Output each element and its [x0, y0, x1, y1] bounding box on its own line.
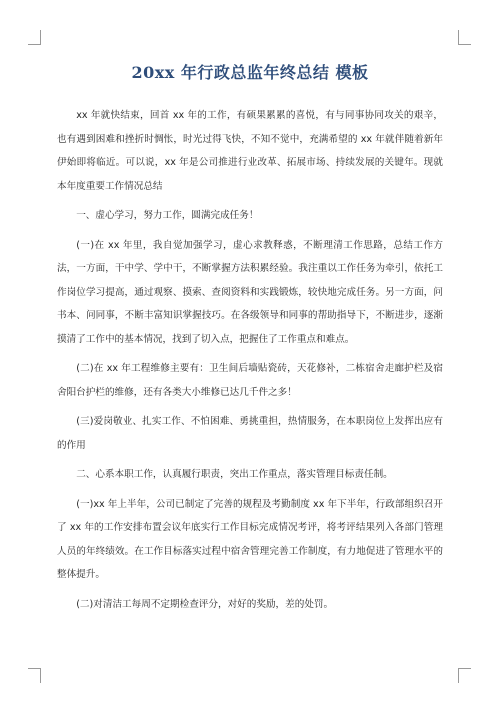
intro-paragraph: xx 年就快结束，回首 xx 年的工作，有硕果累累的喜悦，有与同事协同攻关的艰辛，也有遇到困难和挫折时惆怅，时光过得飞快，不知不觉中，充满希望的 xx 年就伴随着新年伊始即将临近。可以说，xx 年是公司推进行业改革、拓展市场、持续发展的关键年。现就本年度重要工作情况总结 — [57, 110, 443, 192]
crop-mark-bottom-right — [458, 668, 471, 683]
section-two-item-one: (一)xx 年上半年，公司已制定了完善的规程及考勤制度 xx 年下半年，行政部组织召开了 xx 年的工作安排布置会议年底实行工作目标完成情况考评，将考评结果列入各部门管理人员的年终绩效。在工作目标落实过程中宿舍管理完善工作制度，有力地促进了管理水平的整体提升。 — [57, 498, 443, 580]
section-one-item-two: (二)在 xx 年工程维修主要有：卫生间后墙贴瓷砖，天花修补，二栋宿舍走廊护栏及宿舍阳台护栏的维修，还有各类大小维修已达几千件之多！ — [57, 363, 443, 398]
document-title: 20xx 年行政总监年终总结 模板 — [131, 63, 369, 82]
section-one-item-three: (三)爱岗敬业、扎实工作、不怕困难、勇挑重担，热情服务，在本职岗位上发挥出应有的作用 — [57, 416, 443, 451]
section-two-item-two: (二)对清洁工每周不定期检查评分，对好的奖励，差的处罚。 — [76, 598, 334, 610]
section-heading-two: 二、心系本职工作，认真履行职责，突出工作重点，落实管理目标责任制。 — [76, 469, 393, 480]
crop-mark-top-left — [28, 30, 41, 45]
crop-mark-bottom-left — [28, 668, 41, 683]
section-heading-one: 一、虚心学习，努力工作，圆满完成任务！ — [76, 210, 259, 221]
crop-mark-top-right — [458, 30, 471, 45]
document-body — [57, 60, 443, 622]
section-one-item-one: (一)在 xx 年里，我自觉加强学习，虚心求教释惑，不断理清工作思路，总结工作方法，一方面，干中学、学中干，不断掌握方法积累经验。我注重以工作任务为牵引，依托工作岗位学习提高，通过观察、摸索、查阅资料和实践锻炼，较快地完成任务。另一方面，问书本、问同事，不断丰富知识掌握技巧。在各级领导和同事的帮助指导下，不断进步，逐渐摸清了工作中的基本情况，找到了切入点，把握住了工作重点和难点。 — [57, 239, 443, 345]
